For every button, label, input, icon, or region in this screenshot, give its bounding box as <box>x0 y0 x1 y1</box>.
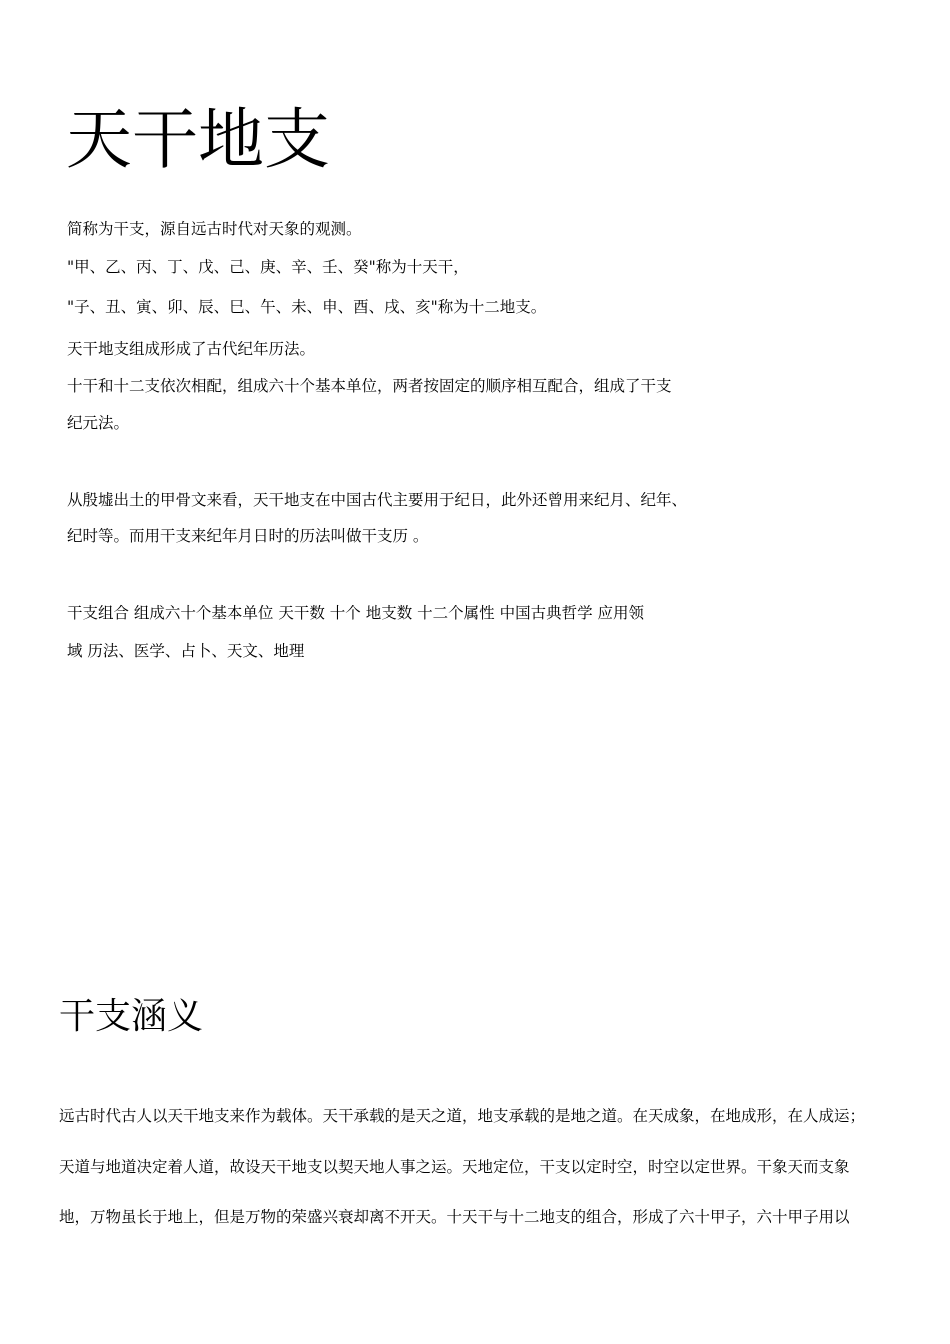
section-line: 地，万物虽长于地上，但是万物的荣盛兴衰却离不开天。十天干与十二地支的组合，形成了六十甲子，六十甲子用以 <box>59 1208 850 1226</box>
intro-line: 十干和十二支依次相配，组成六十个基本单位，两者按固定的顺序相互配合，组成了干支 <box>67 377 672 395</box>
section-title: 干支涵义 <box>59 996 204 1037</box>
section-line: 天道与地道决定着人道，故设天干地支以契天地人事之运。天地定位，干支以定时空，时空以定世界。干象天而支象 <box>59 1158 850 1176</box>
origin-line: 纪时等。而用干支来纪年月日时的历法叫做干支历 。 <box>67 527 429 545</box>
origin-line: 从殷墟出土的甲骨文来看，天干地支在中国古代主要用于纪日，此外还曾用来纪月、纪年、 <box>67 491 688 509</box>
intro-line: "子、丑、寅、卯、辰、巳、午、未、申、酉、戌、亥"称为十二地支。 <box>67 298 547 316</box>
facts-line: 域 历法、医学、占卜、天文、地理 <box>67 642 305 660</box>
document-title: 天干地支 <box>66 101 330 178</box>
section-line: 远古时代古人以天干地支来作为载体。天干承载的是天之道，地支承载的是地之道。在天成象，在地成形，在人成运； <box>59 1107 866 1125</box>
facts-line: 干支组合 组成六十个基本单位 天干数 十个 地支数 十二个属性 中国古典哲学 应用领 <box>67 604 644 622</box>
intro-line: "甲、乙、丙、丁、戊、己、庚、辛、壬、癸"称为十天干， <box>67 258 469 276</box>
intro-line: 天干地支组成形成了古代纪年历法。 <box>67 340 316 358</box>
intro-line: 简称为干支，源自远古时代对天象的观测。 <box>67 220 362 238</box>
intro-line: 纪元法。 <box>67 414 130 432</box>
